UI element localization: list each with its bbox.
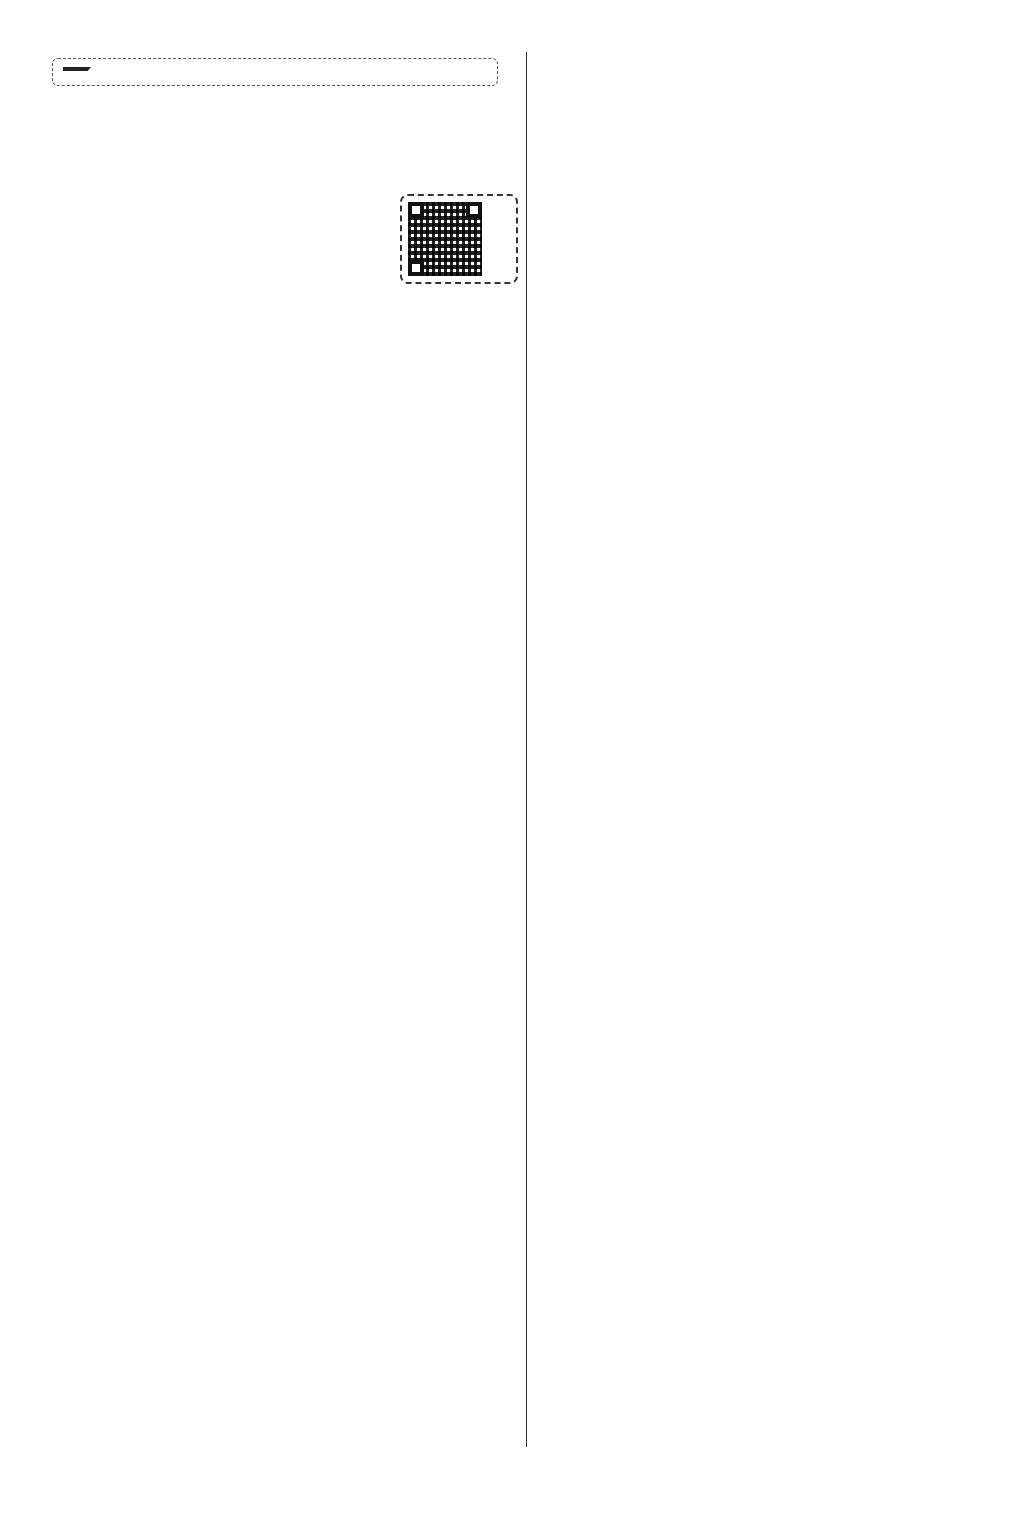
tip-badge — [63, 67, 91, 71]
column-divider — [526, 52, 527, 1447]
qr-finder-icon — [466, 202, 482, 218]
left-column — [48, 52, 518, 90]
qr-finder-icon — [408, 202, 424, 218]
tip-box — [52, 58, 498, 86]
qr-code-box[interactable] — [400, 194, 518, 284]
qr-finder-icon — [408, 260, 424, 276]
tip-header — [63, 67, 487, 71]
